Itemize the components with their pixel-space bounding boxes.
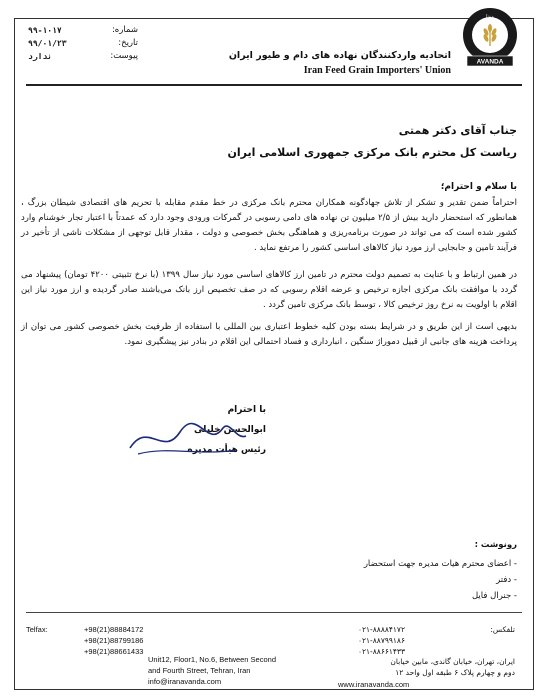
copy-item: - جنرال فایل [364, 588, 517, 604]
recipient-name: جناب آقای دکتر همتی [398, 124, 517, 137]
body-paragraph-1: احتراماً ضمن تقدیر و تشکر از تلاش جهادگونه همکاران محترم بانک مرکزی در خط مقدم مقابله با تحریم های اقتصادی شیطان بزرگ ، همانطور که استحضار دارید بیش از ۲/۵ میلیون تن نهاده های دامی رسوبی در گمرکات ورودی وجود دارد که عمدتاً با اعتبار تجار خوشنام وارد کشور شده است که می تواند در صورت برنامه‌ریزی و هماهنگی بخش خصوصی و دولت ، مقدار قابل توجهی از مشکلات ناشی از تأخیر در فرآیند تامین و جابجایی ارز مورد نیاز کالاهای اساسی کشور را مرتفع نماید . [21, 198, 517, 253]
body-paragraph-3: بدیهی است از این طریق و در شرایط بسته بودن کلیه خطوط اعتباری بین المللی با استفاده از ظرفیت بخش خصوصی کشور می توان از پرداخت هزینه های جانبی از قبیل دموراژ سنگین ، انبارداری و فساد احتمالی این اقلام در بنادر نیز پیشگیری نمود. [21, 322, 517, 347]
phone-en: +98(21)88661433 [84, 647, 144, 656]
telfax-label-en: Telfax: [26, 625, 48, 634]
telfax-label-fa: تلفکس: [490, 625, 515, 634]
wheat-logo-icon [459, 6, 521, 68]
phone-fa: ۰۲۱-۸۸۸۸۴۱۷۲ [357, 625, 405, 634]
footer-website[interactable]: www.iranavanda.com [338, 680, 410, 689]
logo-center-text: وندا [486, 14, 494, 20]
recipient-title: ریاست کل محترم بانک مرکزی جمهوری اسلامی ایران [227, 146, 517, 159]
signature-block [116, 400, 266, 460]
org-name-en: Iran Feed Grain Importers' Union [303, 65, 451, 76]
meta-attachment: پیوست: ندارد [28, 51, 138, 61]
signer-title: رئیس هیأت مدیره [187, 445, 266, 455]
org-name-fa: اتحادیه واردکنندگان نهاده های دام و طیور ایران [228, 50, 451, 61]
copies-title: رونوشت : [474, 540, 517, 550]
phone-fa: ۰۲۱-۸۸۶۶۱۴۳۳ [357, 647, 405, 656]
header-divider [26, 84, 522, 86]
footer-divider [26, 612, 522, 613]
phone-fa: ۰۲۱-۸۸۷۹۹۱۸۶ [357, 636, 405, 645]
copy-item: - دفتر [364, 572, 517, 588]
body-paragraph-2: در همین ارتباط و با عنایت به تصمیم دولت محترم در تامین ارز کالاهای اساسی مورد نیاز سال ۱۳۹۹ (با نرخ تثبیتی ۴۲۰۰ تومان) پیشنهاد می گردد با موافقت بانک مرکزی اجازه ترخیص و عرضه اقلام رسوبی که در صف تخصیص ارز بانک می‌باشند صادر گردیده و ارز مورد نیاز این اقلام با اولویت به نرخ روز ترخیص کالا ، توسط بانک مرکزی تامین گردد . [21, 270, 517, 310]
footer-email[interactable]: info@iranavanda.com [148, 677, 222, 686]
copies-list [364, 556, 517, 604]
meta-date: تاریخ: ۹۹/۰۱/۲۳ [28, 38, 138, 48]
meta-number: شماره: ۹۹-۱۰۱۷ [28, 25, 138, 35]
greeting: با سلام و احترام؛ [440, 182, 517, 192]
footer-contact-en [26, 624, 144, 657]
phone-en: +98(21)88799186 [84, 636, 144, 645]
footer-address-fa: ایران، تهران، خیابان گاندی، مابین خیابان دوم و چهارم پلاک ۶ طبقه اول واحد ۱۲ [390, 657, 515, 677]
footer-contact-fa [358, 624, 515, 657]
copy-item: - اعضای محترم هیات مدیره جهت استحضار [364, 556, 517, 572]
signer-name: ابوالحسن خلیلی [193, 425, 266, 435]
letter-meta [28, 24, 138, 63]
signature-closing: با احترام [227, 405, 266, 415]
phone-en: +98(21)88884172 [84, 625, 144, 634]
logo-banner-text: AVANDA [476, 58, 504, 66]
footer-address-en: Unit12, Floor1, No.6, Between Second and Fourth Street, Tehran, Iran info@iranavanda.com [148, 655, 276, 686]
